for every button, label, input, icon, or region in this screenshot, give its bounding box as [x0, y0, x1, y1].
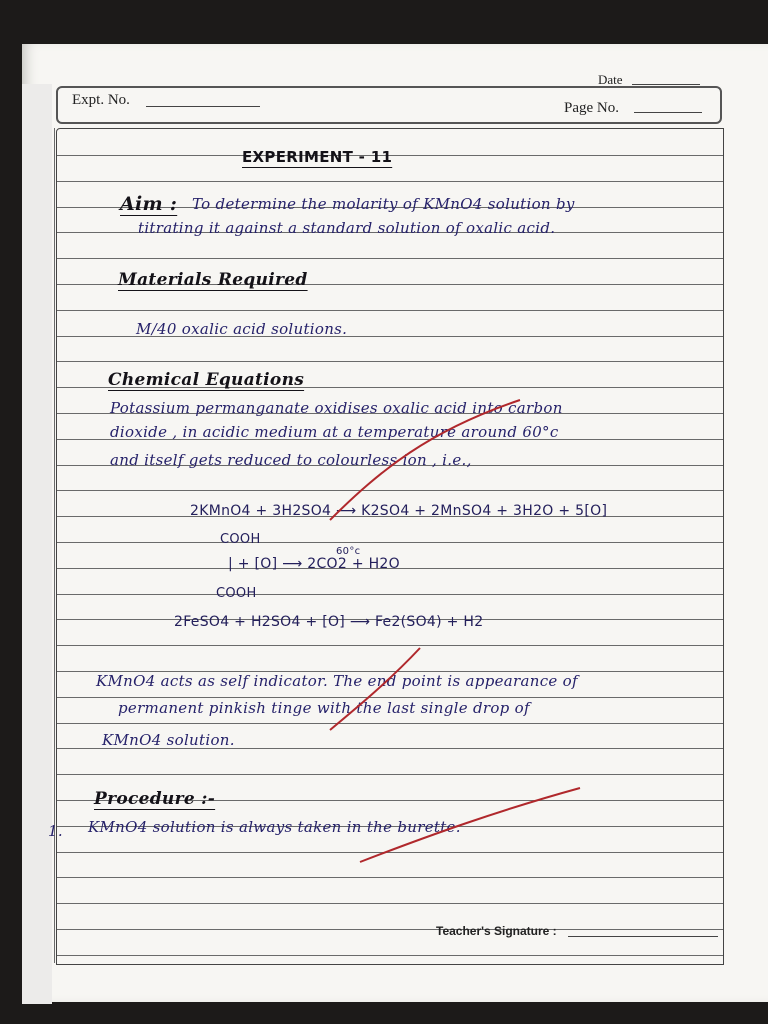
aim-line-1: To determine the molarity of KMnO4 solution by	[192, 195, 575, 213]
signature-blank	[568, 936, 718, 937]
indicator-line-3: KMnO4 solution.	[102, 731, 235, 749]
equation-2-bottom: COOH	[216, 586, 257, 601]
red-tick-mark-1	[330, 400, 520, 520]
procedure-item-1: KMnO4 solution is always taken in the burette.	[88, 818, 461, 836]
page-label: Page No.	[564, 100, 619, 116]
equation-2-condition: 60°c	[336, 546, 361, 557]
equations-para-line-2: dioxide , in acidic medium at a temperature around 60°c	[110, 423, 559, 441]
equation-1: 2KMnO4 + 3H2SO4 ⟶ K2SO4 + 2MnSO4 + 3H2O + 5[O]	[190, 503, 608, 519]
equations-para-line-1: Potassium permanganate oxidises oxalic acid into carbon	[110, 399, 563, 417]
aim-line-2: titrating it against a standard solution of oxalic acid.	[138, 219, 556, 237]
red-tick-mark-2	[330, 648, 420, 730]
red-tick-mark-3	[360, 788, 580, 862]
equation-3: 2FeSO4 + H2SO4 + [O] ⟶ Fe2(SO4) + H2	[174, 614, 484, 630]
expt-label: Expt. No.	[72, 92, 130, 108]
teacher-signature-label: Teacher's Signature :	[436, 924, 557, 938]
equations-heading: Chemical Equations	[108, 370, 305, 390]
equation-2: | + [O] ⟶ 2CO2 + H2O	[228, 556, 400, 572]
procedure-item-number: 1.	[48, 822, 63, 840]
equation-2-top: COOH	[220, 532, 261, 547]
indicator-line-1: KMnO4 acts as self indicator. The end point is appearance of	[96, 672, 578, 690]
experiment-title: EXPERIMENT - 11	[242, 148, 393, 166]
aim-label: Aim :	[120, 193, 178, 215]
materials-heading: Materials Required	[118, 270, 308, 290]
materials-line-1: M/40 oxalic acid solutions.	[136, 320, 348, 338]
equations-para-line-3: and itself gets reduced to colourless ion , i.e.,	[110, 451, 472, 469]
date-label: Date	[598, 72, 623, 87]
procedure-heading: Procedure :-	[94, 789, 216, 809]
indicator-line-2: permanent pinkish tinge with the last single drop of	[118, 699, 530, 717]
